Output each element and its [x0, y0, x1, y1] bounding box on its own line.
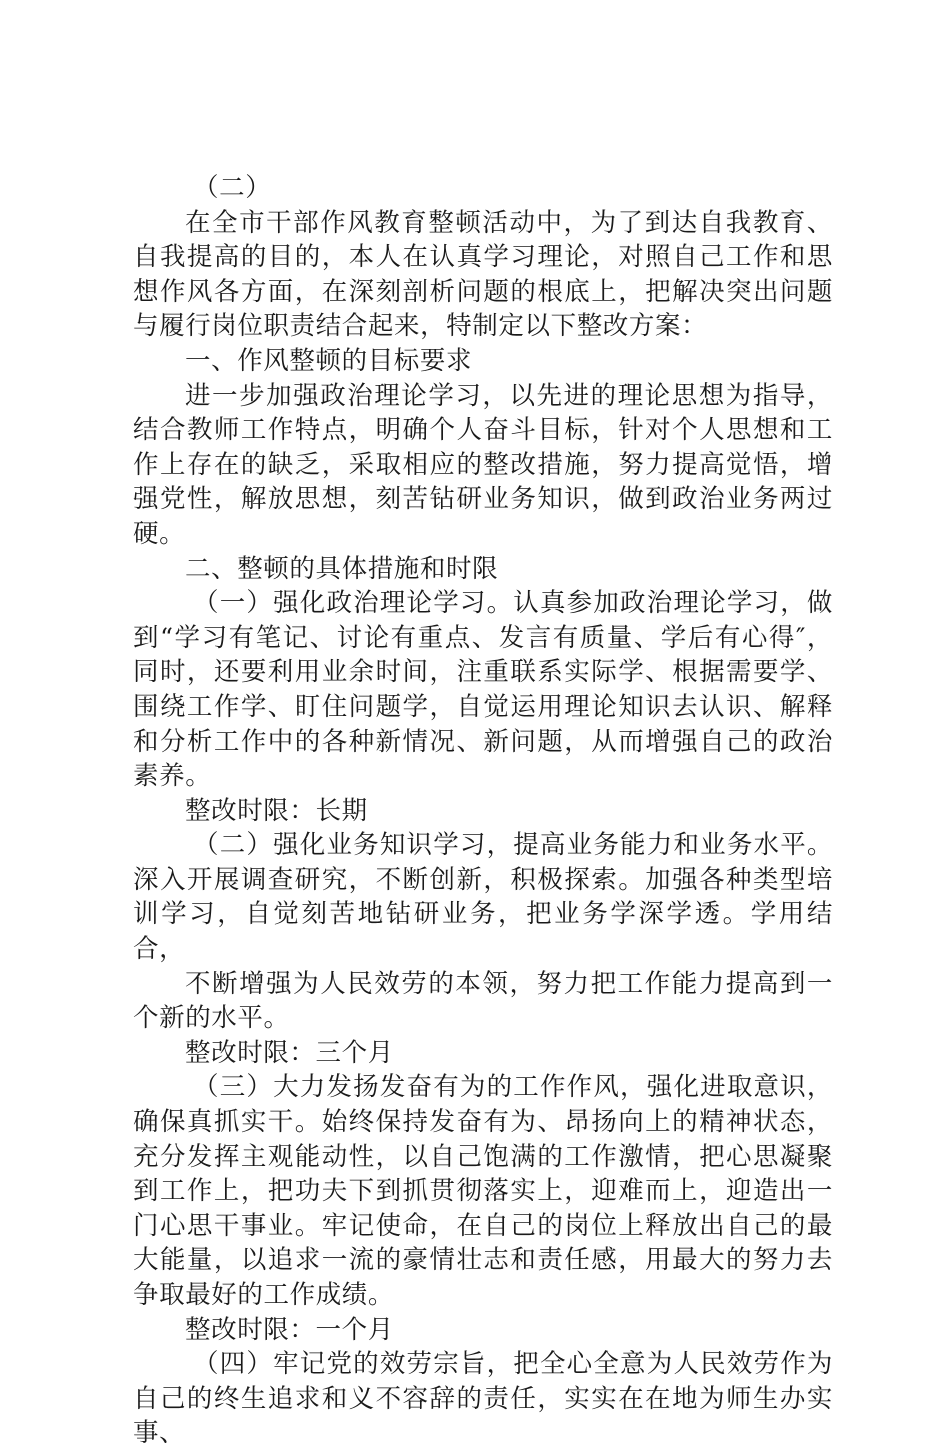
deadline-1: 整改时限：长期: [185, 795, 368, 826]
goals-paragraph: 进一步加强政治理论学习，以先进的理论思想为指导，结合教师工作特点，明确个人奋斗目标，针对个人思想和工作上存在的缺乏，采取相应的整改措施，努力提高觉悟，增强党性，解放思想，刻苦钻研业务知识，做到政治业务两过硬。: [133, 380, 833, 549]
measure-4-paragraph: （四）牢记党的效劳宗旨，把全心全意为人民效劳作为自己的终生追求和义不容辞的责任，实实在在地为师生办实事、: [133, 1349, 833, 1449]
heading-measures: 二、整顿的具体措施和时限: [185, 553, 499, 584]
measure-2-continuation: 不断增强为人民效劳的本领，努力把工作能力提高到一个新的水平。: [133, 968, 833, 1034]
measure-2-paragraph: （二）强化业务知识学习，提高业务能力和业务水平。深入开展调查研究，不断创新，积极探索。加强各种类型培训学习，自觉刻苦地钻研业务，把业务学深学透。学用结合，: [133, 830, 833, 965]
measure-3-paragraph: （三）大力发扬发奋有为的工作作风，强化进取意识，确保真抓实干。始终保持发奋有为、昂扬向上的精神状态，充分发挥主观能动性，以自己饱满的工作激情，把心思凝聚到工作上，把功夫下到抓贯彻落实上，迎难而上，迎造出一门心思干事业。牢记使命，在自己的岗位上释放出自己的最大能量，以追求一流的豪情壮志和责任感，用最大的努力去争取最好的工作成绩。: [133, 1072, 833, 1310]
measure-1-paragraph: （一）强化政治理论学习。认真参加政治理论学习，做到“学习有笔记、讨论有重点、发言有质量、学后有心得″，同时，还要利用业余时间，注重联系实际学、根据需要学、围绕工作学、盯住问题学，自觉运用理论知识去认识、解释和分析工作中的各种新情况、新问题，从而增强自己的政治素养。: [133, 588, 833, 792]
section-number: （二）: [193, 173, 272, 203]
intro-paragraph: 在全市干部作风教育整顿活动中，为了到达自我教育、自我提高的目的，本人在认真学习理论，对照自己工作和思想作风各方面，在深刻剖析问题的根底上，把解决突出问题与履行岗位职责结合起来，特制定以下整改方案：: [133, 207, 833, 342]
document-body: [133, 171, 833, 1451]
deadline-3: 整改时限：一个月: [185, 1314, 394, 1345]
heading-goals: 一、作风整顿的目标要求: [185, 345, 473, 376]
deadline-2: 整改时限：三个月: [185, 1037, 394, 1068]
